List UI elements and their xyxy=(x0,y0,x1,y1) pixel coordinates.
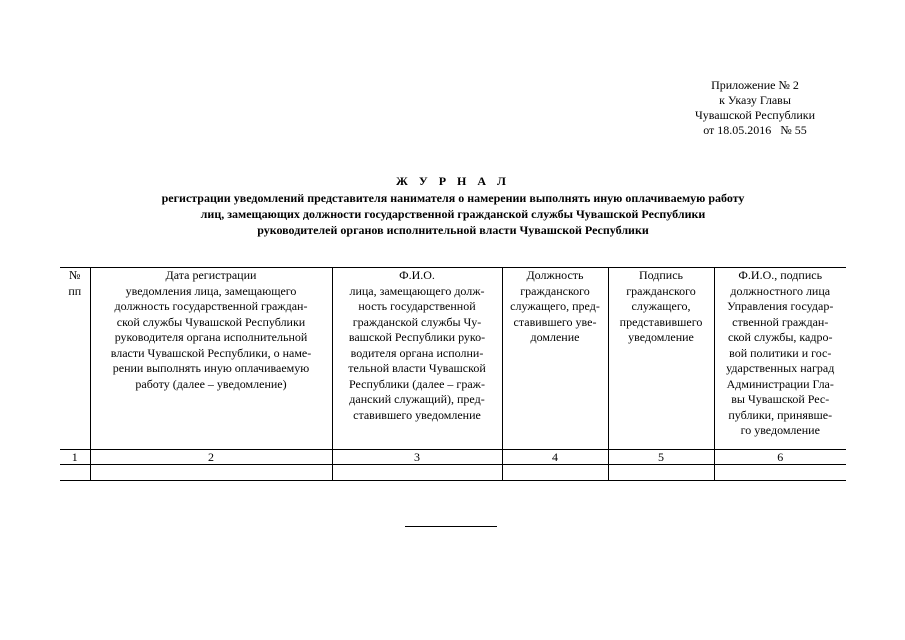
separator-line xyxy=(405,526,497,527)
table-cell xyxy=(608,465,714,481)
column-number: 6 xyxy=(714,450,846,465)
header-cell-full-name: Ф.И.О. лица, замещающего долж- ность государственной гражданской службы Чу- вашской Республики руко- водителя органа исполни- тельной власти Чувашской Республики (далее – граж- данский служащий), пред- ставившего уведомление xyxy=(332,268,502,450)
column-number: 5 xyxy=(608,450,714,465)
title-line-3: руководителей органов исполнительной власти Чувашской Республики xyxy=(257,223,649,237)
column-number-row xyxy=(60,450,846,465)
appendix-decree: к Указу Главы xyxy=(719,93,791,107)
table-cell xyxy=(332,465,502,481)
header-cell-registration-date: Дата регистрации уведомления лица, замещающего должность государственной граждан- ской службы Чувашской Республики руководителя органа исполнительной власти Чувашской Республики, о наме- рении выполнять иную оплачиваемую работу (далее – уведомление) xyxy=(90,268,332,450)
document-title xyxy=(60,173,846,238)
table-cell xyxy=(502,465,608,481)
empty-data-row xyxy=(60,465,846,481)
header-row xyxy=(60,268,846,450)
appendix-number: № 55 xyxy=(780,123,807,137)
header-cell-employee-signature: Подпись гражданского служащего, представившего уведомление xyxy=(608,268,714,450)
appendix-republic: Чувашской Республики xyxy=(694,108,816,122)
title-line-1: регистрации уведомлений представителя нанимателя о намерении выполнять иную оплачиваемую работу xyxy=(161,191,745,205)
column-number: 1 xyxy=(60,450,90,465)
title-line-2: лиц, замещающих должности государственной гражданской службы Чувашской Республики xyxy=(200,207,706,221)
column-number: 4 xyxy=(502,450,608,465)
table-cell xyxy=(90,465,332,481)
appendix-block xyxy=(680,78,830,138)
header-cell-official-signature: Ф.И.О., подпись должностного лица Управления государ- ственной граждан- ской службы, кадро- вой политики и гос- ударственных наград Администрации Гла- вы Чувашской Рес- публики, принявше- го уведомление xyxy=(714,268,846,450)
column-number: 2 xyxy=(90,450,332,465)
column-number: 3 xyxy=(332,450,502,465)
header-cell-number: № пп xyxy=(60,268,90,450)
journal-heading: Ж У Р Н А Л xyxy=(396,174,510,188)
appendix-date: от 18.05.2016 xyxy=(703,123,772,137)
table-cell xyxy=(60,465,90,481)
journal-table xyxy=(60,267,846,481)
appendix-date-line xyxy=(680,123,830,138)
appendix-title: Приложение № 2 xyxy=(711,78,799,92)
table-cell xyxy=(714,465,846,481)
header-cell-position: Должность гражданского служащего, пред- ставившего уве- домление xyxy=(502,268,608,450)
